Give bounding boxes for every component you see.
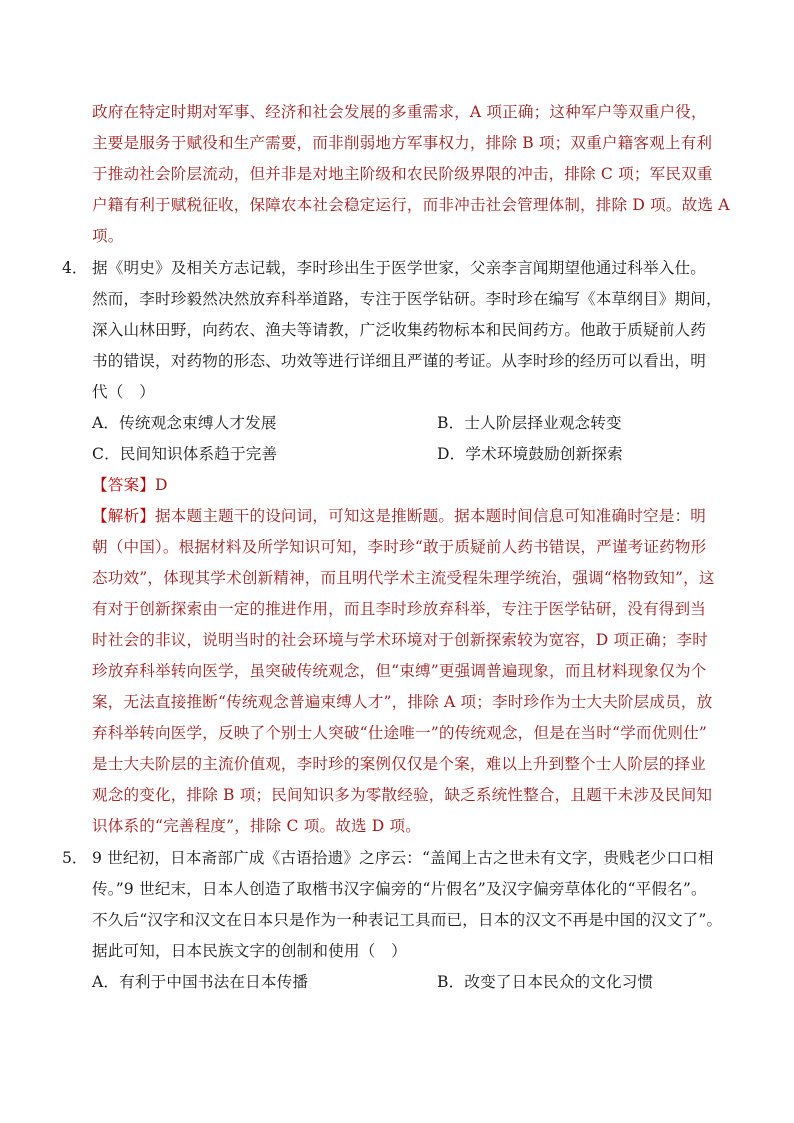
analysis-line: 观念的变化，排除 B 项；民间知识多为零散经验，缺乏系统性整合，且题干未涉及民间知: [92, 786, 713, 804]
answer-line: [92, 475, 168, 495]
question-stem-line: 书的错误，对药物的形态、功效等进行详细且严谨的考证。从李时珍的经历可以看出，明: [92, 352, 707, 370]
question-stem-line: 9 世纪初，日本斋部广成《古语拾遗》之序云：“盖闻上古之世未有文字，贵贱老少口口相: [92, 849, 714, 867]
question-stem-line: 据此可知，日本民族文字的创制和使用（ ）: [92, 942, 407, 960]
analysis-line: 珍放弃科举转向医学，虽突破传统观念，但“束缚”更强调普遍现象，而且材料现象仅为个: [92, 662, 707, 680]
option-b: B．改变了日本民众的文化习惯: [437, 973, 654, 991]
option-a: A．有利于中国书法在日本传播: [92, 973, 309, 991]
answer-value: D: [154, 476, 168, 494]
question-stem-line: 不久后“汉字和汉文在日本只是作为一种表记工具而已，日本的汉文不再是中国的汉文了”。: [92, 911, 723, 929]
prev-analysis-line: 户籍有利于赋税征收，保障农本社会稳定运行，而非冲击社会管理体制，排除 D 项。故选 A: [92, 196, 730, 214]
prev-analysis-line: 项。: [92, 227, 124, 245]
option-c: C．民间知识体系趋于完善: [92, 445, 278, 463]
prev-analysis-line: 于推动社会阶层流动，但并非是对地主阶级和农民阶级界限的冲击，排除 C 项；军民双重: [92, 165, 713, 183]
analysis-line: 时社会的非议，说明当时的社会环境与学术环境对于创新探索较为宽容，D 项正确；李时: [92, 631, 709, 649]
analysis-line: 有对于创新探索由一定的推进作用，而且李时珍放弃科举，专注于医学钻研，没有得到当: [92, 600, 707, 618]
analysis-line: 识体系的“完善程度”，排除 C 项。故选 D 项。: [92, 817, 422, 835]
option-d: D．学术环境鼓励创新探索: [437, 445, 623, 463]
analysis-line: 是士大夫阶层的主流价值观，李时珍的案例仅仅是个案，难以上升到整个士人阶层的择业: [92, 755, 707, 773]
analysis-tag: 【解析】: [92, 507, 155, 525]
question-number: 4．: [62, 259, 88, 277]
question-stem-line: 代（ ）: [92, 383, 155, 401]
question-stem-line: 深入山林田野，向药农、渔夫等请教，广泛收集药物标本和民间药方。他敢于质疑前人药: [92, 321, 707, 339]
analysis-line: 朝（中国）。根据材料及所学知识可知，李时珍“敢于质疑前人药书错误，严谨考证药物形: [92, 538, 707, 556]
analysis-text: 据本题主题干的设问词，可知这是推断题。据本题时间信息可知准确时空是：明: [154, 507, 707, 525]
prev-analysis-line: 主要是服务于赋役和生产需要，而非削弱地方军事权力，排除 B 项；双重户籍客观上有利: [92, 134, 713, 152]
option-b: B．士人阶层择业观念转变: [437, 414, 622, 432]
answer-tag: 【答案】: [92, 476, 155, 494]
question-number: 5．: [62, 849, 88, 867]
question-stem-line: 然而，李时珍毅然决然放弃科举道路，专注于医学钻研。李时珍在编写《本草纲目》期间，: [92, 290, 722, 308]
analysis-line: 案，无法直接推断“传统观念普遍束缚人才”，排除 A 项；李时珍作为士大夫阶层成员，放: [92, 693, 713, 711]
question-stem-line: 传。”9 世纪末，日本人创造了取楷书汉字偏旁的“片假名”及汉字偏旁草体化的“平假名”。: [92, 880, 707, 898]
analysis-line: 弃科举转向医学，反映了个别士人突破“仕途唯一”的传统观念，但是在当时“学而优则仕”: [92, 724, 708, 742]
question-stem-line: 据《明史》及相关方志记载，李时珍出生于医学世家，父亲李言闻期望他通过科举入仕。: [92, 259, 707, 277]
analysis-line: 态功效”，体现其学术创新精神，而且明代学术主流受程朱理学统治，强调“格物致知”，这: [92, 569, 715, 587]
analysis-line: [92, 506, 706, 526]
prev-analysis-line: 政府在特定时期对军事、经济和社会发展的多重需求，A 项正确；这种军户等双重户役，: [92, 103, 707, 121]
option-a: A．传统观念束缚人才发展: [92, 414, 277, 432]
